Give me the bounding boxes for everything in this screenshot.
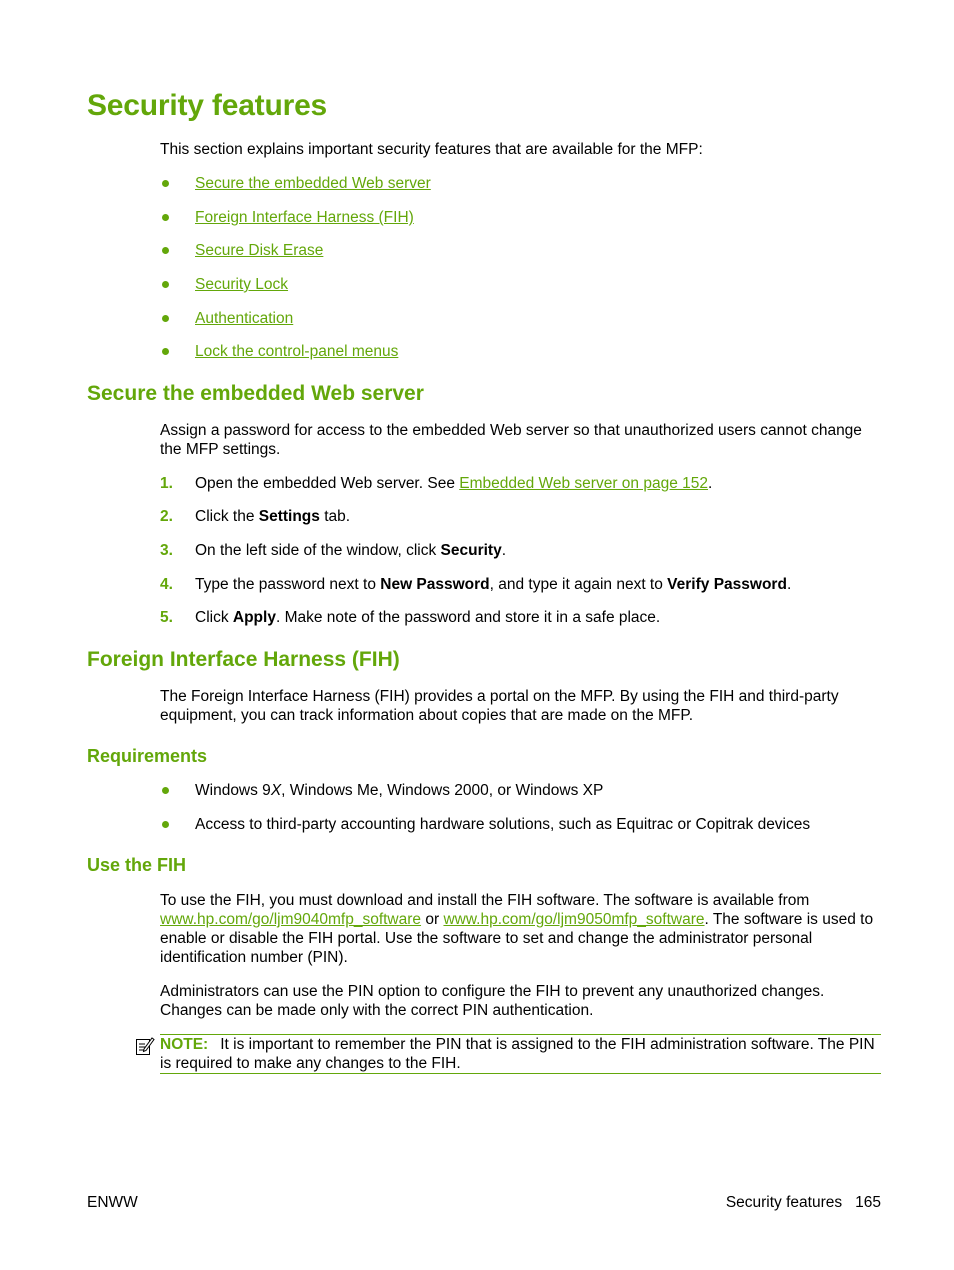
section-heading-fih: Foreign Interface Harness (FIH) <box>87 648 400 671</box>
toc-link-lock-control-panel[interactable]: Lock the control-panel menus <box>195 343 399 360</box>
toc-link-authentication[interactable]: Authentication <box>195 310 294 327</box>
step-number: 4. <box>160 576 173 593</box>
note-text: NOTE: It is important to remember the PIN that is assigned to the FIH administration software. The PIN is required to make any changes to the FIH. <box>160 1036 875 1072</box>
step-text: Open the embedded Web server. See Embedded Web server on page 152. <box>195 475 713 492</box>
section-intro: Assign a password for access to the embedded Web server so that unauthorized users cannot change the MFP settings. <box>160 422 862 458</box>
toc-link-secure-web-server[interactable]: Secure the embedded Web server <box>195 175 431 192</box>
bullet-icon <box>162 281 169 288</box>
page-title: Security features <box>87 89 328 122</box>
toc-link-security-lock[interactable]: Security Lock <box>195 276 289 293</box>
bullet-icon <box>162 315 169 322</box>
page-number: 165 <box>855 1194 881 1211</box>
toc-link-secure-disk-erase[interactable]: Secure Disk Erase <box>195 242 324 259</box>
step-text: Click the Settings tab. <box>195 508 351 525</box>
step-number: 5. <box>160 609 173 626</box>
step-text: Type the password next to New Password, and type it again next to Verify Password. <box>195 576 792 593</box>
bullet-icon <box>162 180 169 187</box>
section-intro: The Foreign Interface Harness (FIH) provides a portal on the MFP. By using the FIH and third-party equipment, you can track information about copies that are made on the MFP. <box>160 688 839 724</box>
footer-section: Security features <box>725 1194 843 1211</box>
step-number: 2. <box>160 508 173 525</box>
step-number: 1. <box>160 475 173 492</box>
pin-paragraph: Administrators can use the PIN option to configure the FIH to prevent any unauthorized changes. Changes can be made only with the correct PIN authentication. <box>160 983 825 1019</box>
step-text: On the left side of the window, click Security. <box>195 542 507 559</box>
note-box <box>160 1034 881 1074</box>
note-label: NOTE: <box>160 1036 209 1053</box>
subheading-requirements: Requirements <box>87 746 208 766</box>
subheading-use-fih: Use the FIH <box>87 855 187 875</box>
section-heading-web-server: Secure the embedded Web server <box>87 382 424 405</box>
embedded-web-server-link[interactable]: Embedded Web server on page 152 <box>459 475 708 492</box>
bullet-icon <box>162 247 169 254</box>
bullet-icon <box>162 787 169 794</box>
bullet-icon <box>162 214 169 221</box>
footer-right <box>726 1193 881 1212</box>
bullet-icon <box>162 821 169 828</box>
toc-link-fih[interactable]: Foreign Interface Harness (FIH) <box>195 209 414 226</box>
bullet-icon <box>162 348 169 355</box>
ljm9040-software-link[interactable]: www.hp.com/go/ljm9040mfp_software <box>160 911 422 928</box>
note-pencil-icon <box>135 1036 155 1056</box>
document-page: Security features This section explains important security features that are available for the MFP: Secure the embedded Web server Foreign Interface Harness (FIH) Secure Disk Erase Security Lock Authentication Lock the control-panel menus Secure the embedded Web server Assign a password for access to the embedded Web server so that unauthorized users cannot change the MFP settings. 1. Open the embedded Web server. See Embedded Web server on page 152. 2. Click the Settings tab. 3. On the left side of the window, click Security. 4. Type the password next to New Password, and type it again next to Verify Password. 5. Click Apply. Make note of the password and store it in a safe place. Foreign Interface Harness (FIH) The Foreign Interface Harness (FIH) provides a portal on the MFP. By using the FIH and third-party equipment, you can track information about copies that are made on the MFP. Requirements Windows 9X, Windows Me, Windows 2000, or Windows XP Access to third-party accounting hardware solutions, such as Equitrac or Copitrak devices Use the FIH To use the FIH, you must download and install the FIH software. The software is available from www.hp.com/go/ljm9040mfp_software or www.hp.com/go/ljm9050mfp_software. The software is used to enable or disable the FIH portal. Use the software to set and change the administrator personal identification number (PIN). Administrators can use the PIN option to configure the FIH to prevent any unauthorized changes. Changes can be made only with the correct PIN authentication. NOTE: It is important to remember the PIN that is assigned to the FIH administration software. The PIN is required to make any changes to the FIH. ENWW Security features 165 <box>0 0 954 1270</box>
ljm9050-software-link[interactable]: www.hp.com/go/ljm9050mfp_software <box>443 911 705 928</box>
intro-paragraph: This section explains important security features that are available for the MFP: <box>160 141 703 158</box>
step-number: 3. <box>160 542 173 559</box>
use-fih-paragraph: To use the FIH, you must download and install the FIH software. The software is available from www.hp.com/go/ljm9040mfp_software or www.hp.com/go/ljm9050mfp_software. The software is used to enable or disable the FIH portal. Use the software to set and change the administrator personal identification number (PIN). <box>160 892 874 966</box>
step-text: Click Apply. Make note of the password and store it in a safe place. <box>195 609 661 626</box>
footer-left: ENWW <box>87 1194 138 1211</box>
